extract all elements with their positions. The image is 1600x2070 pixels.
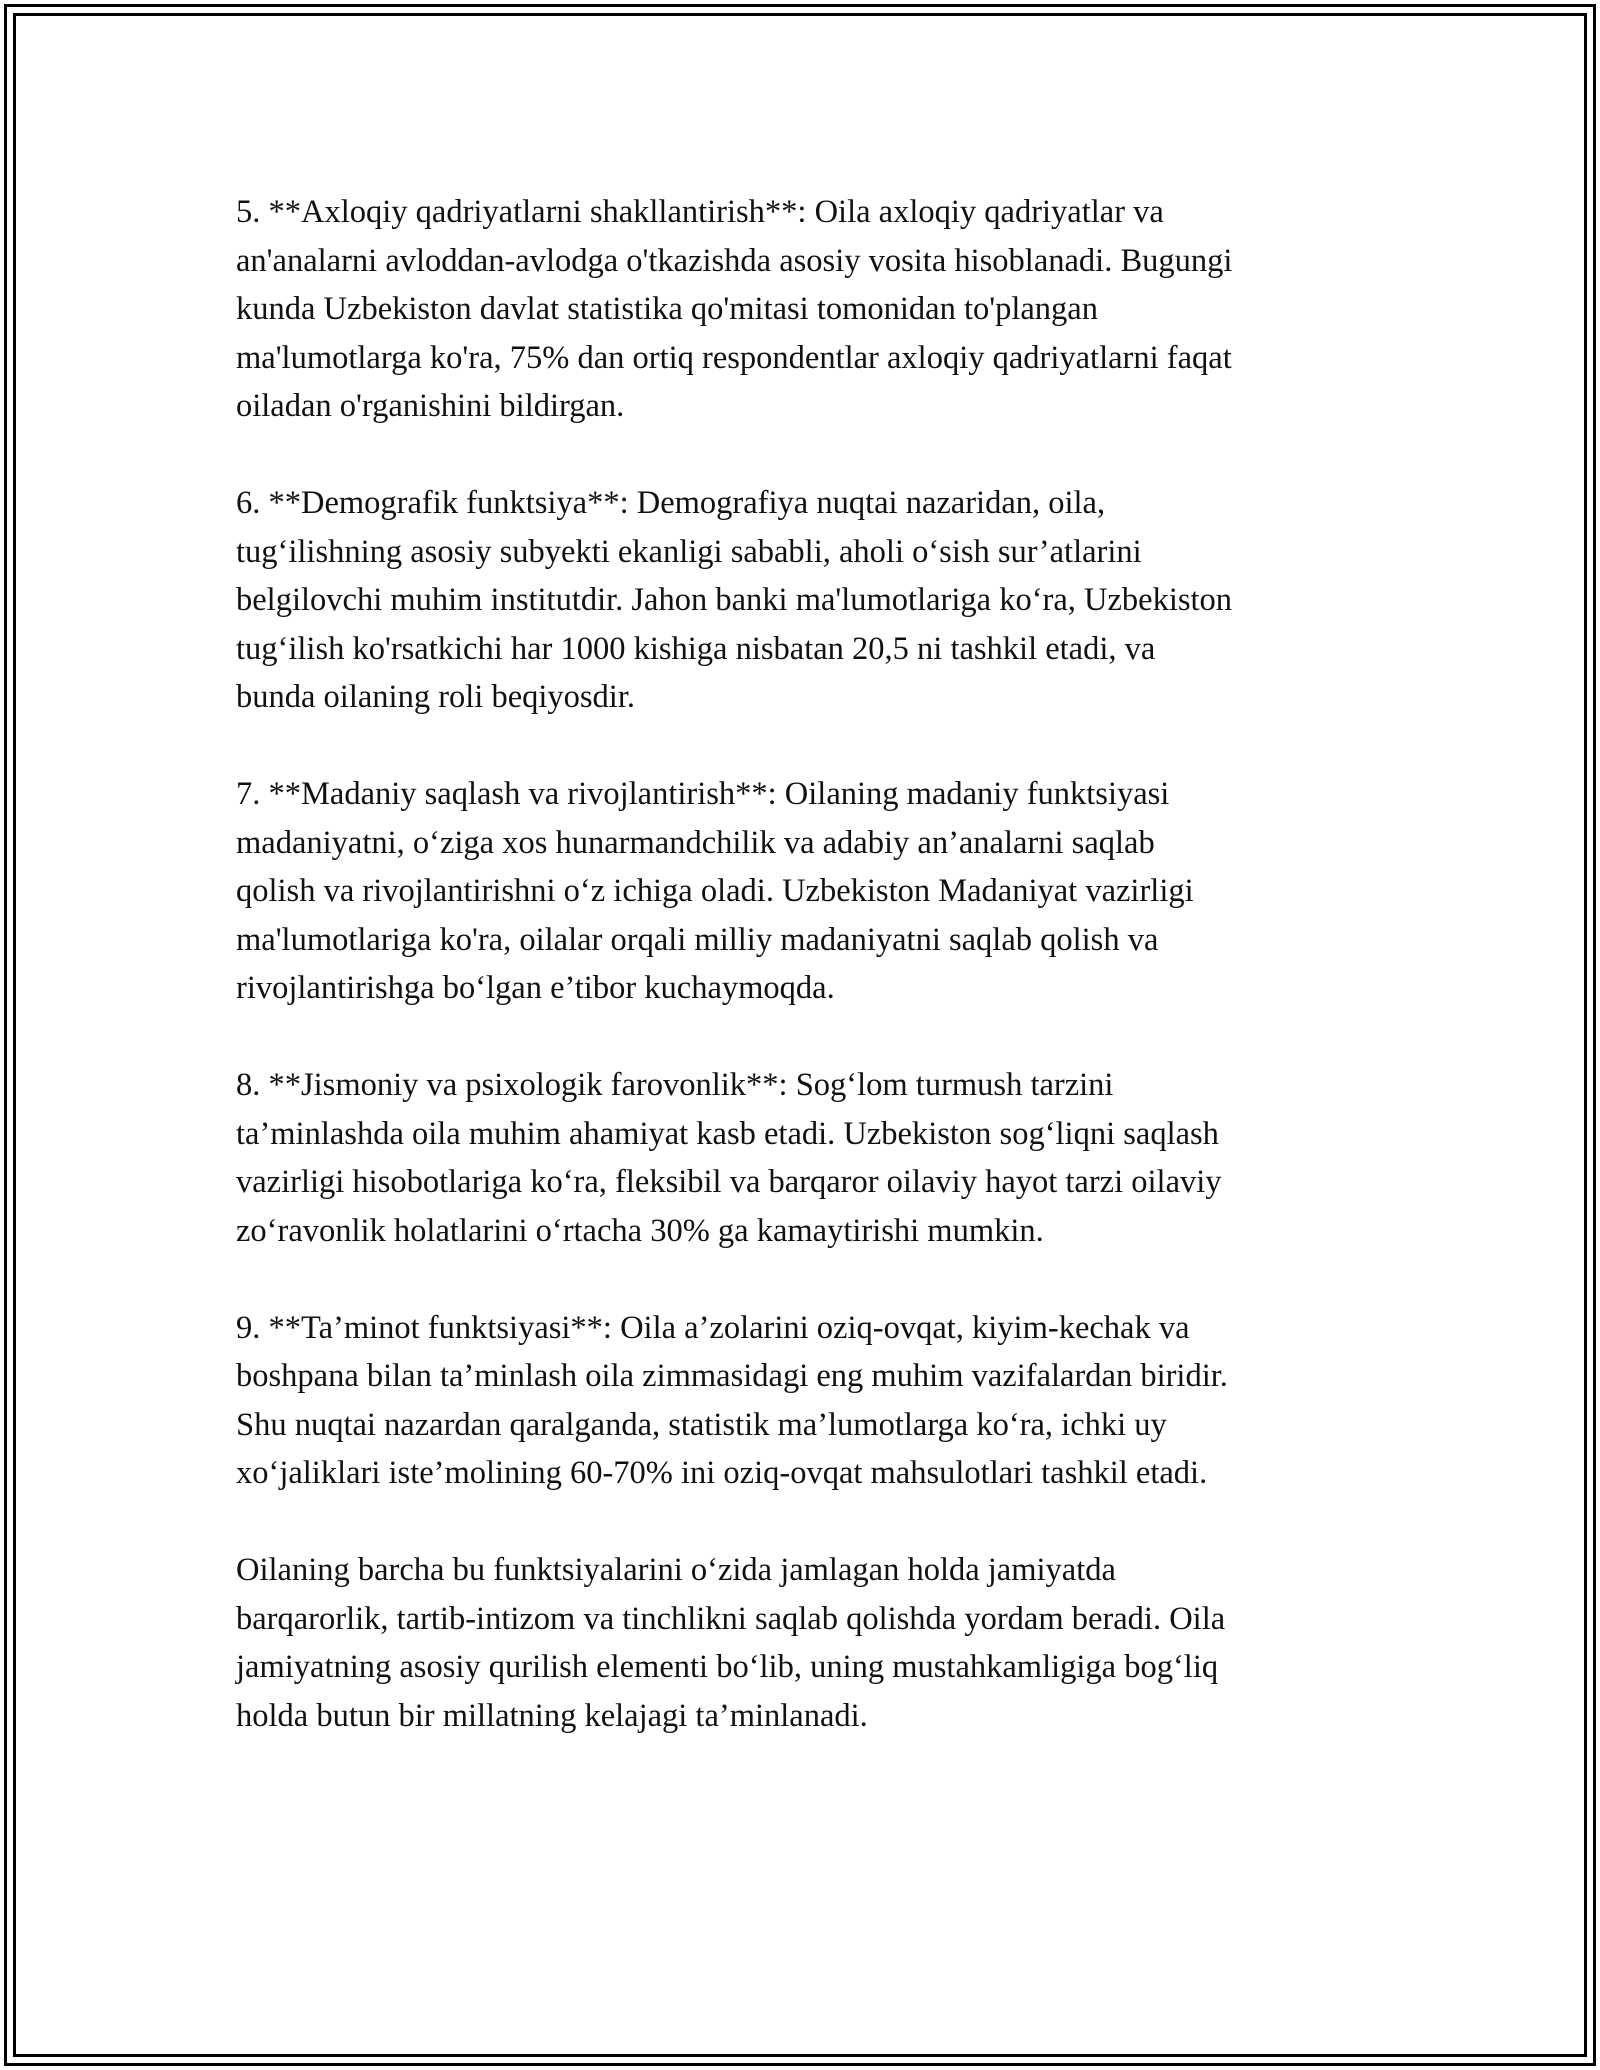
paragraph-axloqiy-qadriyatlar: 5. **Axloqiy qadriyatlarni shakllantirish**: Oila axloqiy qadriyatlar va an'analarni avloddan-avlodga o'tkazishda asosiy vosita hisoblanadi. Bugungi kunda Uzbekiston davlat statistika qo'mitasi tomonidan to'plangan ma'lumotlarga ko'ra, 75% dan ortiq respondentlar axloqiy qadriyatlarni faqat oiladan o'rganishini bildirgan. (236, 194, 1233, 424)
paragraph-madaniy-saqlash: 7. **Madaniy saqlash va rivojlantirish**: Oilaning madaniy funktsiyasi madaniyatni, o‘ziga xos hunarmandchilik va adabiy an’analarni saqlab qolish va rivojlantirishni o‘z ichiga oladi. Uzbekiston Madaniyat vazirligi ma'lumotlariga ko'ra, oilalar orqali milliy madaniyatni saqlab qolish va rivojlantirishga bo‘lgan e’tibor kuchaymoqda. (236, 776, 1194, 1006)
paragraph-jismoniy-psixologik: 8. **Jismoniy va psixologik farovonlik**: Sog‘lom turmush tarzini ta’minlashda oila muhim ahamiyat kasb etadi. Uzbekiston sog‘liqni saqlash vazirligi hisobotlariga ko‘ra, fleksibil va barqaror oilaviy hayot tarzi oilaviy zo‘ravonlik holatlarini o‘rtacha 30% ga kamaytirishi mumkin. (236, 1067, 1222, 1249)
paragraph-taminot-funktsiyasi: 9. **Ta’minot funktsiyasi**: Oila a’zolarini oziq-ovqat, kiyim-kechak va boshpana bilan ta’minlash oila zimmasidagi eng muhim vazifalardan biridir. Shu nuqtai nazardan qaralganda, statistik ma’lumotlarga ko‘ra, ichki uy xo‘jaliklari iste’molining 60-70% ini oziq-ovqat mahsulotlari tashkil etadi. (236, 1309, 1228, 1491)
paragraph-demografik-funktsiya: 6. **Demografik funktsiya**: Demografiya nuqtai nazaridan, oila, tug‘ilishning asosiy subyekti ekanligi sababli, aholi o‘sish sur’atlarini belgilovchi muhim institutdir. Jahon banki ma'lumotlariga ko‘ra, Uzbekiston tug‘ilish ko'rsatkichi har 1000 kishiga nisbatan 20,5 ni tashkil etadi, va bunda oilaning roli beqiyosdir. (236, 485, 1233, 715)
paragraph-conclusion: Oilaning barcha bu funktsiyalarini o‘zida jamlagan holda jamiyatda barqarorlik, tartib-intizom va tinchlikni saqlab qolishda yordam beradi. Oila jamiyatning asosiy qurilish elementi bo‘lib, uning mustahkamligiga bog‘liq holda butun bir millatning kelajagi ta’minlanadi. (236, 1552, 1226, 1734)
document-body (236, 188, 1386, 1789)
